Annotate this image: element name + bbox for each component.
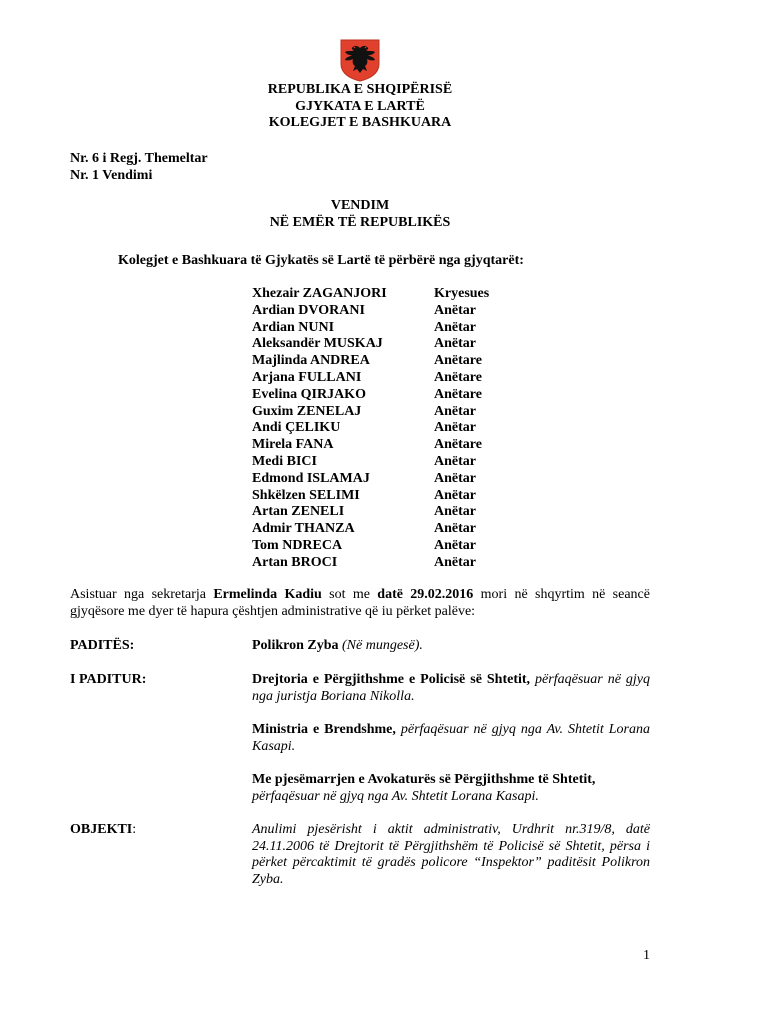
judge-row [252,555,552,572]
judge-role: Anëtar [434,537,476,553]
judge-name: Mirela FANA [252,437,334,453]
judges-list [252,286,552,572]
judge-row [252,303,552,320]
judge-name: Admir THANZA [252,521,355,537]
title-vendim: VENDIM [330,198,390,213]
session-text-mid: sot me [321,587,378,602]
judge-name: Andi ÇELIKU [252,420,341,436]
judge-role: Anëtare [434,353,482,369]
judge-row [252,404,552,421]
judge-name: Ardian NUNI [252,319,335,335]
judge-name: Shkëlzen SELIMI [252,487,360,503]
judge-role: Anëtare [434,386,482,402]
registry-numbers [70,151,208,184]
secretary-name: Ermelinda Kadiu [213,587,322,602]
judge-name: Tom NDRECA [252,537,343,553]
albanian-eagle-emblem-icon [338,38,382,82]
judge-row [252,538,552,555]
judge-role: Anëtare [434,437,482,453]
judge-name: Artan ZENELI [252,504,345,520]
judge-name: Artan BROCI [252,554,338,570]
judge-role: Anëtar [434,521,476,537]
judge-role: Kryesues [434,286,490,301]
judge-role: Anëtar [434,504,476,520]
panel-intro: Kolegjet e Bashkuara të Gjykatës së Lartë të përbërë nga gjyqtarët: [118,253,524,268]
judge-row [252,521,552,538]
title-in-name-of-republic: NË EMËR TË REPUBLIKËS [269,214,451,230]
judge-role: Anëtar [434,487,476,503]
defendant-3-rep: përfaqësuar në gjyq nga Av. Shtetit Lorana Kasapi. [252,788,539,804]
header-republic: REPUBLIKA E SHQIPËRISË [267,82,453,97]
judge-name: Medi BICI [252,453,317,469]
object-label-colon: : [132,822,137,837]
judge-name: Majlinda ANDREA [252,353,370,369]
judge-role: Anëtar [434,336,476,352]
judge-role: Anëtar [434,470,476,486]
judge-role: Anëtar [434,420,476,436]
defendant-1 [252,672,650,705]
judge-role: Anëtar [434,302,476,318]
header-court: GJYKATA E LARTË [295,98,425,114]
plaintiff-label: PADITËS: [70,638,135,653]
defendant-2-rep: përfaqësuar në gjyq nga Av. Shtetit Lorana Kasapi. [252,722,651,754]
judge-role: Anëtar [434,403,476,419]
page-number: 1 [643,948,650,963]
judge-name: Aleksandër MUSKAJ [252,336,383,352]
judge-row [252,488,552,505]
header-colleges: KOLEGJET E BASHKUARA [268,115,452,131]
judge-name: Edmond ISLAMAJ [252,470,370,486]
object-text: Anulimi pjesërisht i aktit administrativ, Urdhrit nr.319/8, datë 24.11.2006 të Drejtorit të Përgjithshëm të Policisë së Shtetit, përsa i përket përcaktimit të gradës policore “Inspektor” paditësit Polikron Zyba. [252,822,650,887]
judge-row [252,420,552,437]
court-header [0,82,720,132]
judge-row [252,336,552,353]
judge-row [252,454,552,471]
plaintiff-value [252,638,650,655]
judge-row [252,504,552,521]
judge-name: Arjana FULLANI [252,369,362,385]
judge-row [252,320,552,337]
registry-basic-number: Nr. 6 i Regj. Themeltar [70,151,208,166]
judge-name: Ardian DVORANI [252,302,365,318]
judge-row [252,370,552,387]
judge-role: Anëtar [434,319,476,335]
session-text-pre: Asistuar nga sekretarja [70,587,214,602]
decision-title [0,198,720,231]
defendant-3-name: Me pjesëmarrjen e Avokaturës së Përgjithshme të Shtetit, [252,772,596,787]
session-date: datë 29.02.2016 [377,587,474,602]
judge-name: Guxim ZENELAJ [252,403,362,419]
judge-row [252,387,552,404]
object-label-wrap [70,822,136,839]
session-text-post: mori në shqyrtim në seancë gjyqësore me dyer të hapura çështjen administrative që iu përket palëve: [70,587,650,619]
defendant-2 [252,722,650,755]
judge-row [252,286,552,303]
judge-role: Anëtar [434,453,476,469]
judge-name: Evelina QIRJAKO [252,386,366,402]
judge-row [252,471,552,488]
defendant-2-name: Ministria e Brendshme, [252,722,396,737]
session-paragraph [70,587,650,620]
defendant-3 [252,772,650,805]
judge-role: Anëtare [434,369,482,385]
judge-role: Anëtar [434,554,476,570]
judge-row [252,353,552,370]
defendant-1-name: Drejtoria e Përgjithshme e Policisë së Shtetit, [252,672,531,687]
defendant-label: I PADITUR: [70,672,147,687]
judge-row [252,437,552,454]
plaintiff-note: (Në mungesë). [338,638,423,653]
object-label: OBJEKTI [70,822,133,837]
registry-decision-number: Nr. 1 Vendimi [70,167,153,183]
judge-name: Xhezair ZAGANJORI [252,286,387,301]
defendant-1-rep: përfaqësuar në gjyq nga juristja Boriana Nikolla. [252,672,650,704]
plaintiff-name: Polikron Zyba [252,638,339,653]
